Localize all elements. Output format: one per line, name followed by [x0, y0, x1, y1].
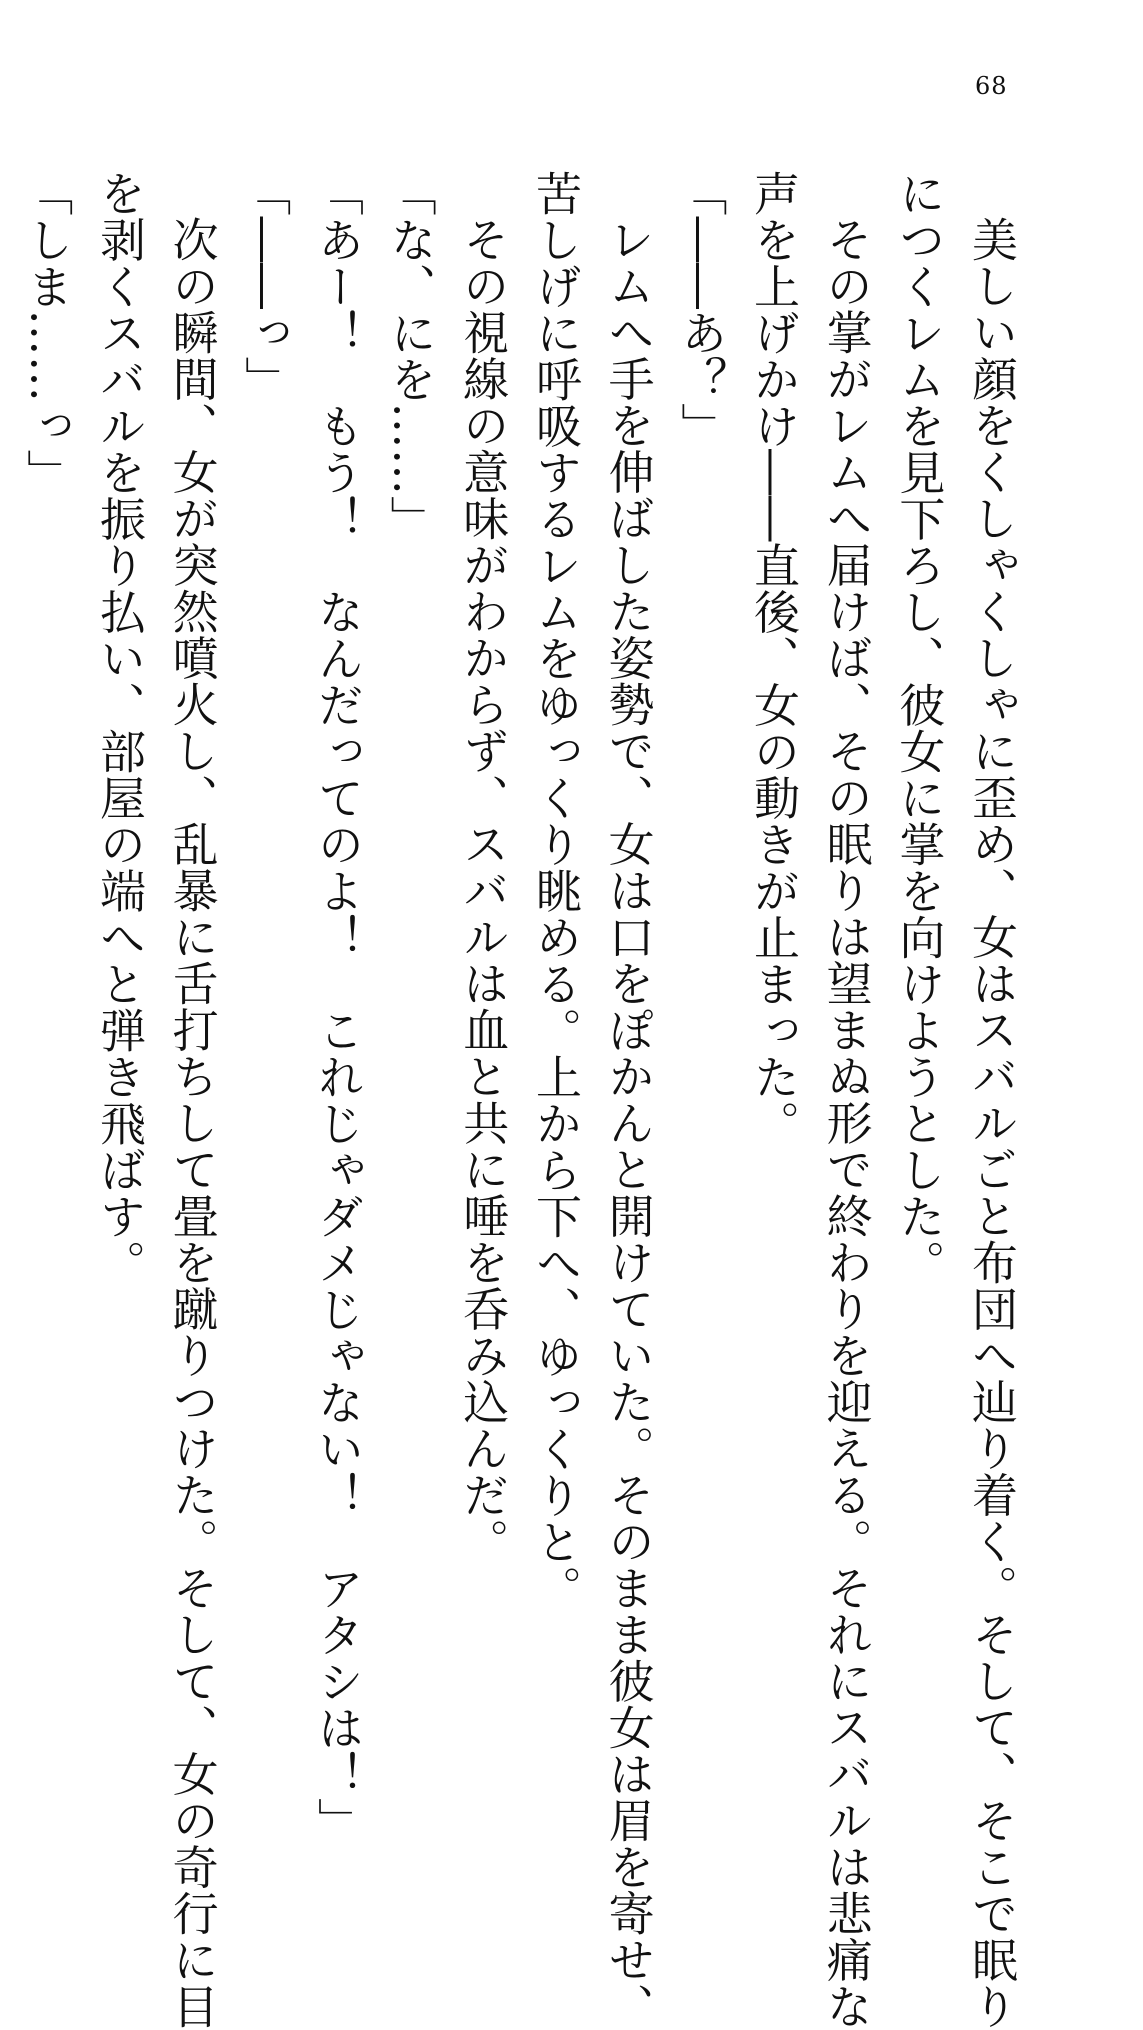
text-line: 声を上げかけ――直後、女の動きが止まった。	[746, 170, 801, 1147]
text-line: 「な、にを……」	[383, 170, 438, 542]
text-line: 美しい顔をくしゃくしゃに歪め、女はスバルごと布団へ辿り着く。そして、そこで眠り	[965, 216, 1019, 2030]
text-line: 「あー！ もう！ なんだってのよ！ これじゃダメじゃない！ アタシは！」	[310, 170, 365, 1844]
text-line: その視線の意味がわからず、スバルは血と共に唾を呑み込んだ。	[456, 216, 511, 1565]
text-line: を剥くスバルを振り払い、部屋の端へと弾き飛ばす。	[92, 170, 147, 1286]
text-line: 「――あ？」	[674, 170, 729, 449]
text-line	[0, 170, 11, 1670]
text-line: 「――っ」	[238, 170, 293, 403]
page-number: 68	[975, 72, 1008, 100]
vertical-text-body	[20, 170, 1028, 2030]
text-line: その掌がレムへ届けば、その眠りは望まぬ形で終わりを迎える。それにスバルは悲痛な	[819, 216, 874, 2030]
text-line: 苦しげに呼吸するレムをゆっくり眺める。上から下へ、ゆっくりと。	[528, 170, 583, 1612]
text-line: 次の瞬間、女が突然噴火し、乱暴に舌打ちして畳を蹴りつけた。そして、女の奇行に目	[165, 216, 220, 2030]
text-line: 「しま……っ」	[20, 170, 75, 496]
text-line: につくレムを見下ろし、彼女に掌を向けようとした。	[892, 170, 947, 1286]
text-line: レムへ手を伸ばした姿勢で、女は口をぽかんと開けていた。そのまま彼女は眉を寄せ、	[601, 216, 656, 2030]
